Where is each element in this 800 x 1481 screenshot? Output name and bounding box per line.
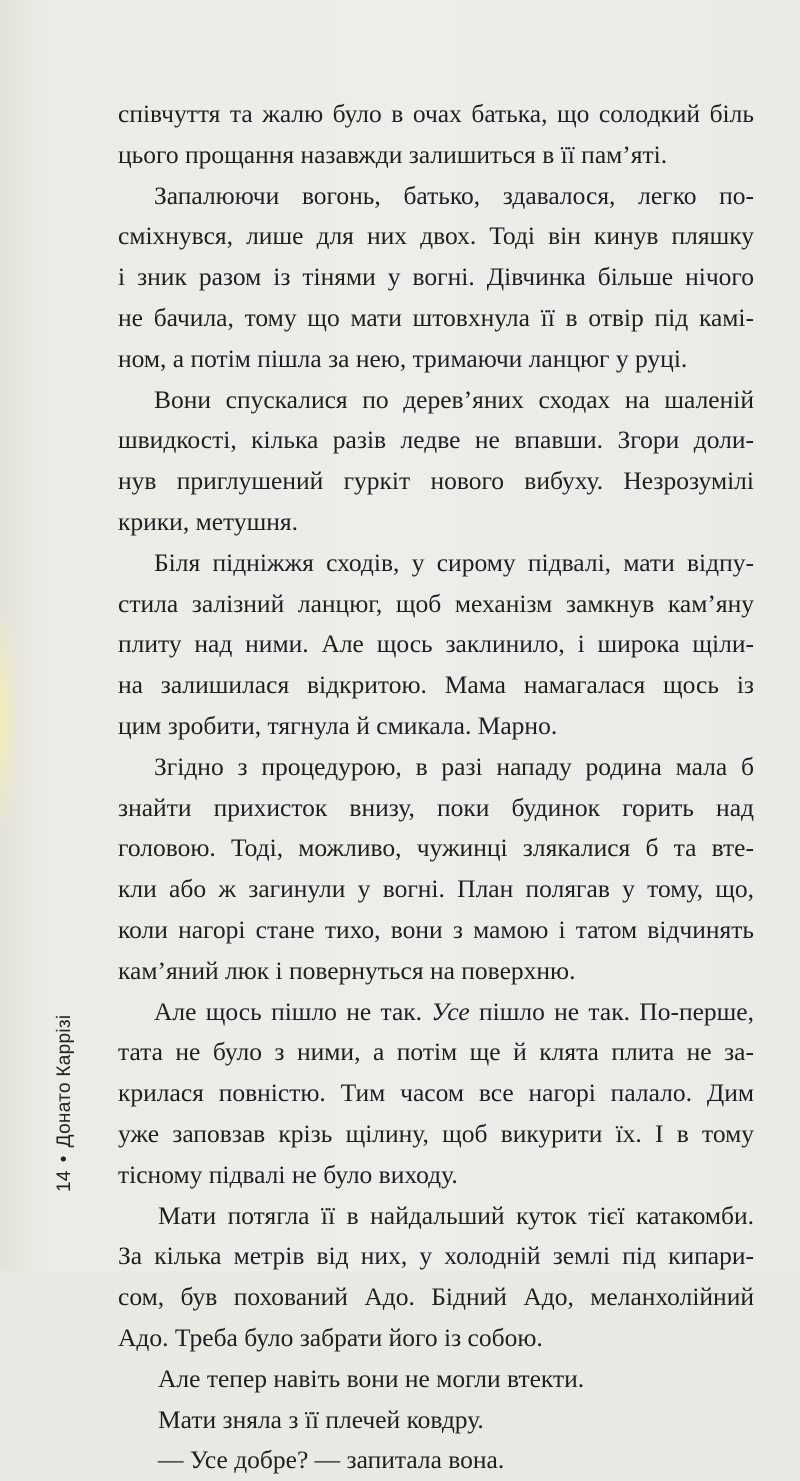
text-line: нув приглушений гуркіт нового вибуху. Незрозумілі xyxy=(118,466,754,496)
text-line: співчуття та жалю було в очах батька, що солодкий біль xyxy=(118,99,754,128)
bullet-separator: • xyxy=(54,1155,75,1163)
text-line: сом, був похований Адо. Бідний Адо, меланхолійний xyxy=(118,1282,754,1312)
author-name: Донато Каррізі xyxy=(54,1014,75,1148)
text-line: Адо. Треба було забрати його із собою. xyxy=(118,1322,543,1352)
paragraph-start-line: Вони спускалися по дерев’яних сходах на шаленій xyxy=(154,384,754,414)
text-line: головою. Тоді, можливо, чужинці злякалися б та вте- xyxy=(118,833,754,863)
text-line: цього прощання назавжди залишиться в її пам’яті. xyxy=(118,139,668,169)
dialogue-line: — Усе добре? — запитала вона. xyxy=(158,1445,505,1475)
text-line: ном, а потім пішла за нею, тримаючи ланцюг у руці. xyxy=(118,343,688,373)
text-line: і зник разом із тінями у вогні. Дівчинка більше нічого xyxy=(118,262,754,292)
paragraph-start-line: Згідно з процедурою, в разі нападу родина мала б xyxy=(154,751,754,781)
paragraph-start-line: Мати потягла її в найдальший куток тієї катакомби. xyxy=(158,1200,754,1230)
text-line: тата не було з ними, а потім ще й клята плита не за- xyxy=(118,1037,754,1067)
emphasis-after: пішло не так. По-перше, xyxy=(469,996,754,1026)
text-line: стила залізний ланцюг, щоб механізм замкнув кам’яну xyxy=(118,588,754,618)
paragraph-start-line: Мати зняла з її плечей ковдру. xyxy=(158,1404,484,1434)
text-line: крики, метушня. xyxy=(118,506,298,536)
text-line: швидкості, кілька разів ледве не впавши. Згори доли- xyxy=(118,425,754,455)
page-number: 14 xyxy=(54,1170,75,1192)
running-head xyxy=(54,1015,76,1192)
text-line: цим зробити, тягнула й смикала. Марно. xyxy=(118,710,558,740)
page-gutter-shadow xyxy=(0,620,18,820)
text-line: За кілька метрів від них, у холодній землі під кипари- xyxy=(118,1241,754,1271)
emphasized-word: Усе xyxy=(431,996,470,1026)
text-line: не бачила, тому що мати штовхнула її в отвір під камі- xyxy=(118,302,754,332)
body-text xyxy=(118,94,754,1481)
text-line: тісному підвалі не було виходу. xyxy=(118,1159,458,1189)
paragraph-start-line: Запалюючи вогонь, батько, здавалося, легко по- xyxy=(154,180,754,210)
text-line: коли нагорі стане тихо, вони з мамою і татом відчинять xyxy=(118,914,754,944)
text-line: уже заповзав крізь щілину, щоб викурити їх. І в тому xyxy=(118,1118,754,1148)
text-line: крилася повністю. Тим часом все нагорі палало. Дим xyxy=(118,1078,754,1108)
paragraph-start-line: Біля підніжжя сходів, у сирому підвалі, мати відпу- xyxy=(154,547,754,577)
emphasis-before: Але щось пішло не так. xyxy=(154,996,432,1026)
text-line: кли або ж загинули у вогні. План полягав у тому, що, xyxy=(118,874,754,904)
paragraph-start-line-with-emphasis xyxy=(118,992,754,1033)
paragraph-start-line: Але тепер навіть вони не могли втекти. xyxy=(158,1363,585,1393)
text-line: кам’яний люк і повернуться на поверхню. xyxy=(118,955,576,985)
text-line: плиту над ними. Але щось заклинило, і широка щіли- xyxy=(118,629,754,659)
text-line: на залишилася відкритою. Мама намагалася щось із xyxy=(118,670,754,700)
text-line: сміхнувся, лише для них двох. Тоді він кинув пляшку xyxy=(118,221,754,251)
text-line: знайти прихисток внизу, поки будинок горить над xyxy=(118,792,754,822)
